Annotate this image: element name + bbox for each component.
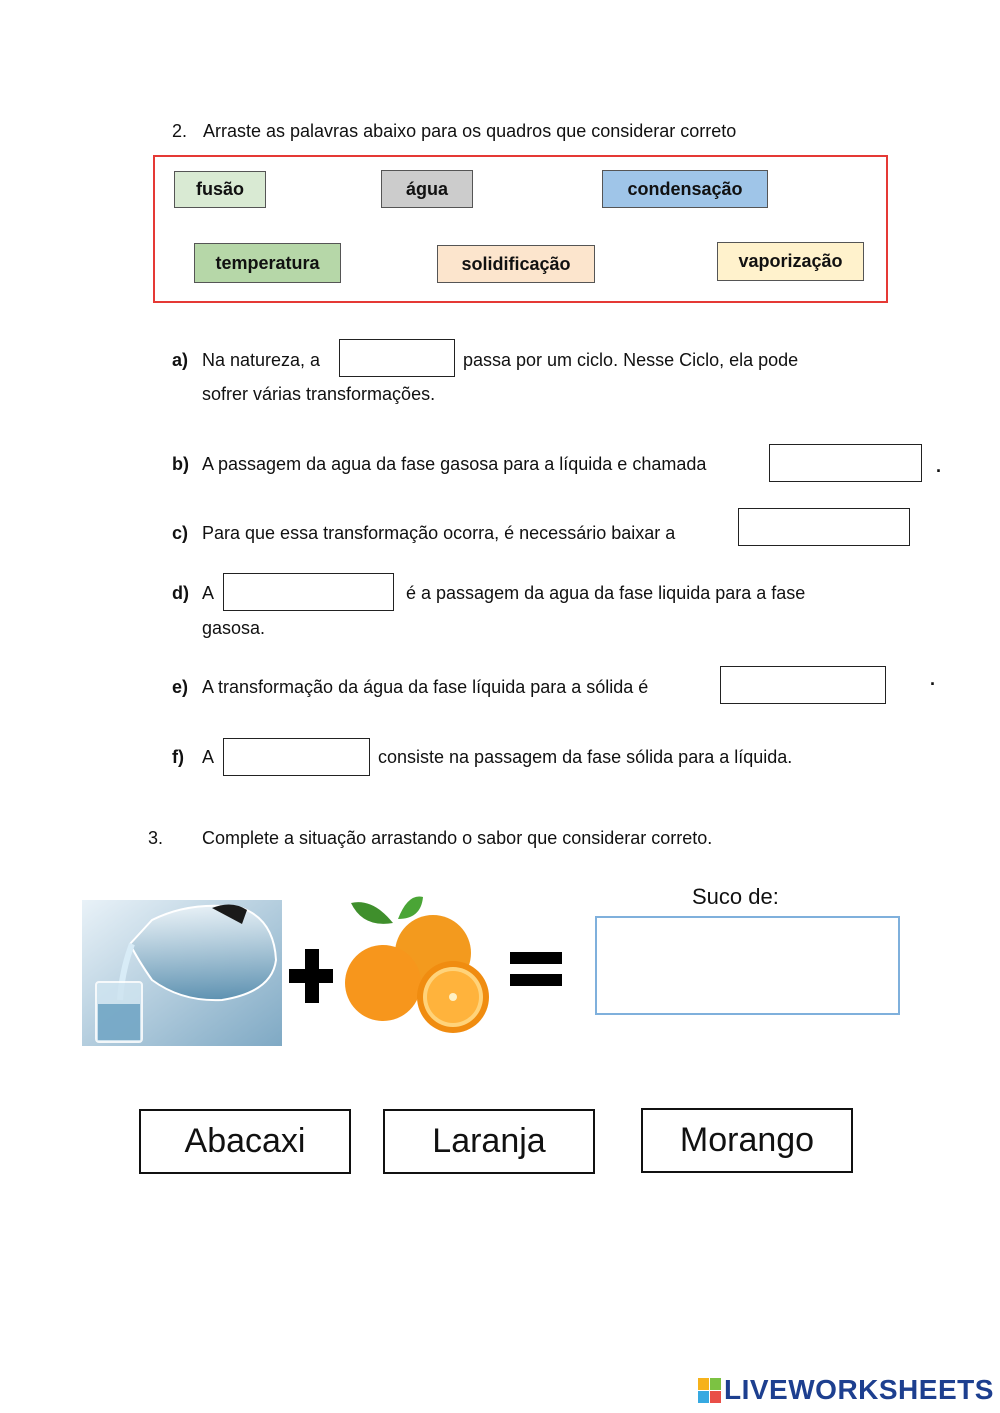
item-e-period: . <box>930 669 936 689</box>
result-label: Suco de: <box>692 884 779 909</box>
equals-icon <box>508 950 564 990</box>
item-a-text-after: passa por um ciclo. Nesse Ciclo, ela pode <box>463 350 799 370</box>
item-e-text: A transformação da água da fase líquida para a sólida é <box>202 677 649 697</box>
item-e-letter: e) <box>172 677 189 697</box>
item-d-text-before: A <box>202 583 215 603</box>
option-laranja[interactable]: Laranja <box>383 1109 595 1174</box>
blank-e[interactable] <box>720 666 886 704</box>
plus-icon <box>287 947 335 1005</box>
q2-prompt: Arraste as palavras abaixo para os quadros que considerar correto <box>203 121 737 141</box>
item-a-letter: a) <box>172 350 189 370</box>
item-b-letter: b) <box>172 454 189 474</box>
item-f-text-before: A <box>202 747 215 767</box>
blank-f[interactable] <box>223 738 370 776</box>
brand-name: LIVEWORKSHEETS <box>724 1374 994 1405</box>
item-f-text-after: consiste na passagem da fase sólida para a líquida. <box>378 747 793 767</box>
oranges-image <box>343 893 493 1035</box>
blank-c[interactable] <box>738 508 910 546</box>
blank-a[interactable] <box>339 339 455 377</box>
chip-vaporizacao[interactable]: vaporização <box>717 242 864 281</box>
q3-number: 3. <box>148 828 164 848</box>
option-abacaxi[interactable]: Abacaxi <box>139 1109 351 1174</box>
item-d-letter: d) <box>172 583 189 603</box>
blank-d[interactable] <box>223 573 394 611</box>
chip-agua[interactable]: água <box>381 170 473 208</box>
item-c-text: Para que essa transformação ocorra, é necessário baixar a <box>202 523 676 543</box>
liveworksheets-icon <box>698 1378 722 1404</box>
q3-prompt: Complete a situação arrastando o sabor que considerar correto. <box>202 828 713 848</box>
item-c-letter: c) <box>172 523 189 543</box>
q2-number: 2. <box>172 121 188 141</box>
item-b-text: A passagem da agua da fase gasosa para a líquida e chamada <box>202 454 707 474</box>
item-f-letter: f) <box>172 747 184 767</box>
item-d-text-line2: gasosa. <box>202 618 266 638</box>
item-a-text-before: Na natureza, a <box>202 350 321 370</box>
item-a-text-line2: sofrer várias transformações. <box>202 384 436 404</box>
blank-b[interactable] <box>769 444 922 482</box>
chip-solidificacao[interactable]: solidificação <box>437 245 595 283</box>
juice-answer-box[interactable] <box>595 916 900 1015</box>
chip-condensacao[interactable]: condensação <box>602 170 768 208</box>
chip-temperatura[interactable]: temperatura <box>194 243 341 283</box>
chip-fusao[interactable]: fusão <box>174 171 266 208</box>
option-morango[interactable]: Morango <box>641 1108 853 1173</box>
item-b-period: . <box>936 456 942 476</box>
water-pitcher-image <box>82 900 282 1046</box>
item-d-text-after: é a passagem da agua da fase liquida para a fase <box>406 583 806 603</box>
